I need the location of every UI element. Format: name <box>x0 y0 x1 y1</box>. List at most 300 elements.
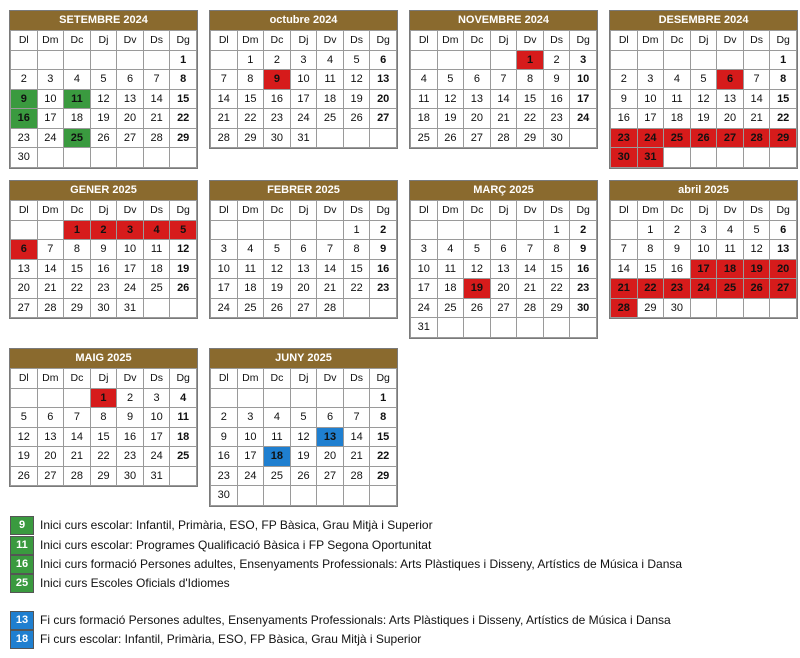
holiday-cell: 1 <box>517 50 544 70</box>
month-title: FEBRER 2025 <box>210 181 397 200</box>
day-cell: 3 <box>290 50 317 70</box>
day-cell: 4 <box>170 388 197 408</box>
month-grid <box>610 30 797 168</box>
day-cell: 30 <box>543 128 570 148</box>
empty-cell <box>264 220 291 240</box>
day-cell: 9 <box>543 70 570 90</box>
day-cell: 16 <box>211 447 238 467</box>
day-cell: 10 <box>37 89 64 109</box>
weekday-header: Dg <box>170 201 197 221</box>
day-cell: 18 <box>237 279 264 299</box>
day-cell: 2 <box>543 50 570 70</box>
day-cell: 4 <box>317 50 344 70</box>
day-cell: 28 <box>64 466 91 486</box>
weekday-header: Dm <box>437 31 464 51</box>
holiday-cell: 23 <box>664 279 691 299</box>
weekday-header: Dl <box>611 31 638 51</box>
empty-cell <box>11 50 38 70</box>
day-cell: 17 <box>143 427 170 447</box>
month-grid <box>210 368 397 506</box>
day-cell: 19 <box>343 89 370 109</box>
day-cell: 21 <box>317 279 344 299</box>
course-end-cell: 18 <box>264 447 291 467</box>
weekday-header: Dl <box>11 201 38 221</box>
day-cell: 5 <box>690 70 717 90</box>
day-cell: 23 <box>11 128 38 148</box>
weekday-header: Dm <box>37 201 64 221</box>
empty-cell <box>490 318 517 338</box>
day-cell: 19 <box>11 447 38 467</box>
legend-item <box>10 630 421 648</box>
holiday-cell: 21 <box>611 279 638 299</box>
empty-cell <box>37 148 64 168</box>
holiday-cell: 1 <box>90 388 117 408</box>
day-cell: 26 <box>170 279 197 299</box>
legend-text: Fi curs formació Persones adultes, Ensenyaments Professionals: Arts Plàstiques i Disseny, Artístics de Música i Dansa <box>40 613 671 627</box>
day-cell: 7 <box>211 70 238 90</box>
day-cell: 25 <box>264 466 291 486</box>
day-cell: 23 <box>543 109 570 129</box>
holiday-cell: 20 <box>770 259 797 279</box>
weekday-header: Dv <box>317 369 344 389</box>
holiday-cell: 27 <box>717 128 744 148</box>
weekday-header: Dm <box>637 31 664 51</box>
weekday-header: Ds <box>143 201 170 221</box>
day-cell: 11 <box>317 70 344 90</box>
day-cell: 22 <box>770 109 797 129</box>
empty-cell <box>290 388 317 408</box>
day-cell: 8 <box>64 240 91 260</box>
weekday-header: Ds <box>343 201 370 221</box>
day-cell: 7 <box>143 70 170 90</box>
day-cell: 20 <box>717 109 744 129</box>
weekday-header: Ds <box>343 31 370 51</box>
day-cell: 12 <box>437 89 464 109</box>
empty-cell <box>464 318 491 338</box>
day-cell: 30 <box>211 486 238 506</box>
day-cell: 16 <box>117 427 144 447</box>
day-cell: 19 <box>690 109 717 129</box>
day-cell: 10 <box>237 427 264 447</box>
day-cell: 29 <box>543 298 570 318</box>
empty-cell <box>437 50 464 70</box>
day-cell: 27 <box>464 128 491 148</box>
weekday-header: Dj <box>690 31 717 51</box>
day-cell: 1 <box>543 220 570 240</box>
empty-cell <box>717 50 744 70</box>
empty-cell <box>611 50 638 70</box>
day-cell: 25 <box>437 298 464 318</box>
empty-cell <box>490 50 517 70</box>
day-cell: 5 <box>437 70 464 90</box>
day-cell: 7 <box>490 70 517 90</box>
weekday-header: Dc <box>64 369 91 389</box>
day-cell: 14 <box>37 259 64 279</box>
empty-cell <box>437 318 464 338</box>
day-cell: 6 <box>290 240 317 260</box>
weekday-header: Dc <box>264 201 291 221</box>
day-cell: 22 <box>543 279 570 299</box>
day-cell: 25 <box>237 298 264 318</box>
day-cell: 8 <box>637 240 664 260</box>
day-cell: 18 <box>170 427 197 447</box>
day-cell: 21 <box>343 447 370 467</box>
month-grid <box>210 200 397 318</box>
day-cell: 6 <box>490 240 517 260</box>
day-cell: 19 <box>437 109 464 129</box>
day-cell: 17 <box>290 89 317 109</box>
empty-cell <box>690 50 717 70</box>
legend-text: Inici curs escolar: Infantil, Primària, ESO, FP Bàsica, Grau Mitjà i Superior <box>40 518 433 532</box>
weekday-header: Dc <box>64 201 91 221</box>
day-cell: 14 <box>211 89 238 109</box>
holiday-cell: 24 <box>637 128 664 148</box>
day-cell: 1 <box>637 220 664 240</box>
weekday-header: Dj <box>90 31 117 51</box>
weekday-header: Dg <box>770 201 797 221</box>
weekday-header: Dm <box>37 31 64 51</box>
course-end-cell: 13 <box>317 427 344 447</box>
month-title: abril 2025 <box>610 181 797 200</box>
day-cell: 13 <box>290 259 317 279</box>
weekday-header: Dm <box>37 369 64 389</box>
empty-cell <box>11 220 38 240</box>
empty-cell <box>664 148 691 168</box>
holiday-cell: 6 <box>717 70 744 90</box>
day-cell: 20 <box>117 109 144 129</box>
empty-cell <box>611 220 638 240</box>
day-cell: 11 <box>170 408 197 428</box>
weekday-header: Ds <box>543 201 570 221</box>
day-cell: 17 <box>570 89 597 109</box>
empty-cell <box>170 466 197 486</box>
holiday-cell: 23 <box>611 128 638 148</box>
day-cell: 15 <box>517 89 544 109</box>
day-cell: 15 <box>770 89 797 109</box>
weekday-header: Dl <box>411 201 438 221</box>
weekday-header: Dv <box>717 31 744 51</box>
day-cell: 29 <box>637 298 664 318</box>
weekday-header: Dj <box>290 201 317 221</box>
day-cell: 11 <box>411 89 438 109</box>
weekday-header: Dl <box>211 369 238 389</box>
course-start-cell: 16 <box>11 109 38 129</box>
empty-cell <box>11 388 38 408</box>
day-cell: 5 <box>264 240 291 260</box>
weekday-header: Dj <box>490 201 517 221</box>
empty-cell <box>170 298 197 318</box>
day-cell: 17 <box>211 279 238 299</box>
day-cell: 14 <box>611 259 638 279</box>
weekday-header: Dv <box>717 201 744 221</box>
empty-cell <box>90 148 117 168</box>
holiday-cell: 2 <box>90 220 117 240</box>
weekday-header: Dg <box>170 31 197 51</box>
holiday-cell: 1 <box>64 220 91 240</box>
day-cell: 8 <box>170 70 197 90</box>
holiday-cell: 22 <box>637 279 664 299</box>
day-cell: 16 <box>570 259 597 279</box>
day-cell: 27 <box>317 466 344 486</box>
empty-cell <box>464 220 491 240</box>
empty-cell <box>37 220 64 240</box>
month-title: DESEMBRE 2024 <box>610 11 797 30</box>
day-cell: 22 <box>370 447 397 467</box>
day-cell: 28 <box>143 128 170 148</box>
day-cell: 12 <box>290 427 317 447</box>
day-cell: 13 <box>117 89 144 109</box>
day-cell: 12 <box>464 259 491 279</box>
day-cell: 3 <box>211 240 238 260</box>
day-cell: 4 <box>664 70 691 90</box>
day-cell: 1 <box>237 50 264 70</box>
holiday-cell: 5 <box>170 220 197 240</box>
day-cell: 22 <box>170 109 197 129</box>
day-cell: 28 <box>517 298 544 318</box>
month-title: JUNY 2025 <box>210 349 397 368</box>
holiday-cell: 31 <box>637 148 664 168</box>
weekday-header: Dj <box>690 201 717 221</box>
month-title: SETEMBRE 2024 <box>10 11 197 30</box>
day-cell: 30 <box>117 466 144 486</box>
day-cell: 2 <box>117 388 144 408</box>
weekday-header: Dl <box>211 201 238 221</box>
empty-cell <box>570 128 597 148</box>
empty-cell <box>64 388 91 408</box>
day-cell: 1 <box>370 388 397 408</box>
day-cell: 21 <box>37 279 64 299</box>
day-cell: 9 <box>611 89 638 109</box>
day-cell: 12 <box>11 427 38 447</box>
empty-cell <box>90 50 117 70</box>
day-cell: 21 <box>490 109 517 129</box>
weekday-header: Dj <box>90 369 117 389</box>
day-cell: 21 <box>517 279 544 299</box>
day-cell: 11 <box>664 89 691 109</box>
day-cell: 5 <box>464 240 491 260</box>
month-title: MARÇ 2025 <box>410 181 597 200</box>
course-start-cell: 25 <box>64 128 91 148</box>
day-cell: 20 <box>317 447 344 467</box>
day-cell: 8 <box>343 240 370 260</box>
day-cell: 13 <box>11 259 38 279</box>
day-cell: 13 <box>464 89 491 109</box>
day-cell: 27 <box>290 298 317 318</box>
day-cell: 14 <box>64 427 91 447</box>
day-cell: 19 <box>170 259 197 279</box>
day-cell: 24 <box>117 279 144 299</box>
day-cell: 12 <box>264 259 291 279</box>
day-cell: 7 <box>517 240 544 260</box>
weekday-header: Dv <box>317 31 344 51</box>
weekday-header: Dg <box>170 369 197 389</box>
day-cell: 2 <box>211 408 238 428</box>
holiday-cell: 18 <box>717 259 744 279</box>
day-cell: 15 <box>90 427 117 447</box>
day-cell: 18 <box>317 89 344 109</box>
weekday-header: Dc <box>664 201 691 221</box>
day-cell: 25 <box>411 128 438 148</box>
empty-cell <box>570 318 597 338</box>
day-cell: 14 <box>143 89 170 109</box>
day-cell: 25 <box>317 109 344 129</box>
empty-cell <box>170 148 197 168</box>
day-cell: 26 <box>343 109 370 129</box>
month-calendar <box>609 10 798 169</box>
empty-cell <box>317 128 344 148</box>
day-cell: 11 <box>717 240 744 260</box>
day-cell: 15 <box>370 427 397 447</box>
weekday-header: Ds <box>743 31 770 51</box>
day-cell: 24 <box>143 447 170 467</box>
day-cell: 9 <box>117 408 144 428</box>
empty-cell <box>343 388 370 408</box>
empty-cell <box>543 318 570 338</box>
empty-cell <box>717 148 744 168</box>
day-cell: 28 <box>490 128 517 148</box>
holiday-cell: 24 <box>690 279 717 299</box>
month-calendar <box>209 180 398 319</box>
day-cell: 30 <box>264 128 291 148</box>
day-cell: 13 <box>37 427 64 447</box>
day-cell: 26 <box>90 128 117 148</box>
day-cell: 17 <box>637 109 664 129</box>
day-cell: 22 <box>90 447 117 467</box>
weekday-header: Dv <box>117 31 144 51</box>
weekday-header: Ds <box>543 31 570 51</box>
day-cell: 28 <box>37 298 64 318</box>
weekday-header: Dm <box>437 201 464 221</box>
day-cell: 11 <box>143 240 170 260</box>
empty-cell <box>743 148 770 168</box>
day-cell: 27 <box>490 298 517 318</box>
day-cell: 2 <box>611 70 638 90</box>
day-cell: 14 <box>490 89 517 109</box>
day-cell: 9 <box>370 240 397 260</box>
day-cell: 31 <box>117 298 144 318</box>
holiday-cell: 6 <box>11 240 38 260</box>
day-cell: 18 <box>143 259 170 279</box>
weekday-header: Dv <box>517 31 544 51</box>
day-cell: 2 <box>664 220 691 240</box>
month-title: NOVEMBRE 2024 <box>410 11 597 30</box>
empty-cell <box>464 50 491 70</box>
empty-cell <box>237 486 264 506</box>
day-cell: 17 <box>237 447 264 467</box>
day-cell: 15 <box>543 259 570 279</box>
day-cell: 18 <box>64 109 91 129</box>
day-cell: 6 <box>317 408 344 428</box>
legend-text: Inici curs formació Persones adultes, Ensenyaments Professionals: Arts Plàstiques i Disseny, Artístics de Música i Dansa <box>40 557 683 571</box>
day-cell: 17 <box>117 259 144 279</box>
month-calendar <box>9 348 198 487</box>
day-cell: 27 <box>37 466 64 486</box>
weekday-header: Dl <box>411 31 438 51</box>
weekday-header: Dg <box>770 31 797 51</box>
weekday-header: Dv <box>117 369 144 389</box>
empty-cell <box>517 318 544 338</box>
legend-badge: 25 <box>10 574 34 593</box>
weekday-header: Dv <box>517 201 544 221</box>
day-cell: 4 <box>411 70 438 90</box>
weekday-header: Dj <box>290 369 317 389</box>
legend-badge: 18 <box>10 630 34 649</box>
empty-cell <box>370 298 397 318</box>
day-cell: 10 <box>690 240 717 260</box>
holiday-cell: 4 <box>143 220 170 240</box>
day-cell: 11 <box>237 259 264 279</box>
day-cell: 13 <box>770 240 797 260</box>
holiday-cell: 19 <box>743 259 770 279</box>
day-cell: 21 <box>211 109 238 129</box>
weekday-header: Dg <box>370 31 397 51</box>
day-cell: 5 <box>11 408 38 428</box>
day-cell: 29 <box>517 128 544 148</box>
empty-cell <box>37 50 64 70</box>
course-start-cell: 9 <box>11 89 38 109</box>
day-cell: 12 <box>690 89 717 109</box>
day-cell: 14 <box>343 427 370 447</box>
month-calendar <box>9 180 198 319</box>
empty-cell <box>343 298 370 318</box>
day-cell: 9 <box>664 240 691 260</box>
day-cell: 29 <box>64 298 91 318</box>
day-cell: 30 <box>90 298 117 318</box>
day-cell: 24 <box>411 298 438 318</box>
day-cell: 31 <box>411 318 438 338</box>
day-cell: 4 <box>237 240 264 260</box>
day-cell: 6 <box>464 70 491 90</box>
weekday-header: Dl <box>11 31 38 51</box>
month-calendar <box>609 180 798 319</box>
day-cell: 8 <box>517 70 544 90</box>
empty-cell <box>317 220 344 240</box>
day-cell: 21 <box>743 109 770 129</box>
day-cell: 3 <box>143 388 170 408</box>
empty-cell <box>143 298 170 318</box>
empty-cell <box>290 220 317 240</box>
day-cell: 2 <box>570 220 597 240</box>
day-cell: 14 <box>743 89 770 109</box>
day-cell: 7 <box>317 240 344 260</box>
day-cell: 29 <box>170 128 197 148</box>
day-cell: 6 <box>370 50 397 70</box>
day-cell: 24 <box>290 109 317 129</box>
weekday-header: Dc <box>64 31 91 51</box>
legend-badge: 9 <box>10 516 34 535</box>
day-cell: 10 <box>570 70 597 90</box>
day-cell: 7 <box>37 240 64 260</box>
day-cell: 20 <box>464 109 491 129</box>
legend-item <box>10 536 431 554</box>
weekday-header: Dj <box>90 201 117 221</box>
day-cell: 9 <box>570 240 597 260</box>
day-cell: 4 <box>64 70 91 90</box>
empty-cell <box>237 388 264 408</box>
day-cell: 24 <box>37 128 64 148</box>
empty-cell <box>237 220 264 240</box>
weekday-header: Dj <box>290 31 317 51</box>
course-start-cell: 11 <box>64 89 91 109</box>
day-cell: 10 <box>117 240 144 260</box>
day-cell: 16 <box>90 259 117 279</box>
day-cell: 16 <box>264 89 291 109</box>
month-grid <box>210 30 397 148</box>
holiday-cell: 27 <box>770 279 797 299</box>
holiday-cell: 26 <box>743 279 770 299</box>
day-cell: 19 <box>90 109 117 129</box>
day-cell: 3 <box>37 70 64 90</box>
